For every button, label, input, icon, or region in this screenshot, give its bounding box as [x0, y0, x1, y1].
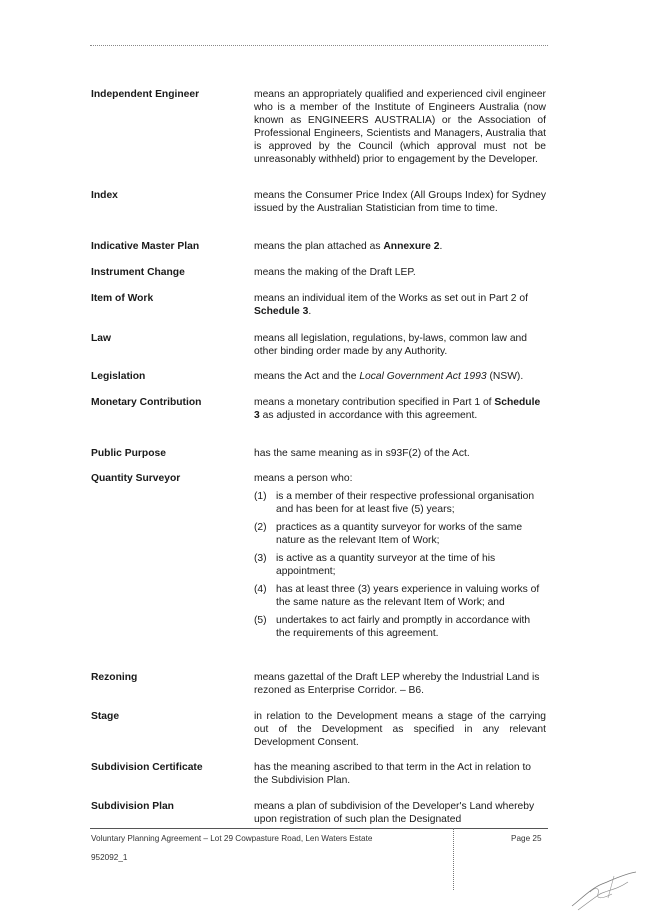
document-reference: 952092_1 — [91, 853, 128, 862]
defined-term: Quantity Surveyor — [91, 473, 181, 484]
sub-item — [254, 490, 546, 516]
text-segment: means the Consumer Price Index (All Groups Index) for Sydney issued by the Australian Statistician from time to time. — [254, 190, 546, 214]
text-segment: as adjusted in accordance with this agreement. — [259, 410, 478, 421]
definition-text — [254, 761, 546, 787]
sub-item-number: (3) — [254, 553, 267, 564]
text-segment: means an appropriately qualified and experienced civil engineer who is a member of the Institute of Engineers Australia (now known as ENGINEERS AUSTRALIA) or the Association of Professional Engineers, Scientists and Managers, Australia that is approved by the Council (which approval must not be unreasonably withheld) prior to engagement by the Developer. — [254, 89, 546, 165]
sub-item — [254, 614, 546, 640]
defined-term: Indicative Master Plan — [91, 241, 200, 252]
bold-reference: Schedule 3 — [254, 397, 541, 421]
definition-text — [254, 292, 546, 318]
sub-item-number: (2) — [254, 522, 267, 533]
defined-term: Index — [91, 190, 118, 201]
text-segment: means all legislation, regulations, by-laws, common law and other binding order made by any Authority. — [254, 333, 527, 357]
defined-term: Rezoning — [91, 672, 138, 683]
definition-text — [254, 800, 546, 826]
defined-term: Instrument Change — [91, 267, 185, 278]
text-segment: means the making of the Draft LEP. — [254, 267, 416, 278]
defined-term: Legislation — [91, 371, 146, 382]
defined-term: Law — [91, 333, 112, 344]
defined-term: Independent Engineer — [91, 89, 200, 100]
definition-text — [254, 710, 546, 749]
sub-item-number: (4) — [254, 584, 267, 595]
definition-text — [254, 266, 546, 279]
text-segment: has the meaning ascribed to that term in the Act in relation to the Subdivision Plan. — [254, 762, 532, 786]
signature-mark — [568, 868, 640, 914]
text-segment: means the Act and the — [254, 371, 360, 382]
text-segment: means a person who: — [254, 473, 353, 484]
sub-item — [254, 552, 546, 578]
text-segment: (NSW). — [486, 371, 524, 382]
sub-item-number: (1) — [254, 491, 267, 502]
definition-text — [254, 240, 546, 253]
sub-item-text: is active as a quantity surveyor at the time of his appointment; — [276, 553, 496, 577]
text-segment: means the plan attached as — [254, 241, 384, 252]
sub-item-text: undertakes to act fairly and promptly in accordance with the requirements of this agreement. — [276, 615, 531, 639]
defined-term: Subdivision Certificate — [91, 762, 203, 773]
defined-term: Stage — [91, 711, 120, 722]
text-segment: . — [308, 306, 312, 317]
sub-item-text: practices as a quantity surveyor for works of the same nature as the relevant Item of Work; — [276, 522, 523, 546]
defined-term: Item of Work — [91, 293, 154, 304]
header-rule — [90, 45, 548, 46]
footer-divider — [453, 828, 454, 890]
defined-term: Monetary Contribution — [91, 397, 202, 408]
italic-reference: Local Government Act 1993 — [359, 371, 487, 382]
definition-text — [254, 88, 546, 166]
sub-item-text: has at least three (3) years experience in valuing works of the same nature as the relevant Item of Work; and — [276, 584, 540, 608]
text-segment: means a monetary contribution specified in Part 1 of — [254, 397, 495, 408]
text-segment: in relation to the Development means a stage of the carrying out of the Development as specified in any relevant Development Consent. — [254, 711, 546, 748]
footer-rule — [90, 828, 548, 829]
definition-text — [254, 447, 546, 460]
sub-item — [254, 583, 546, 609]
definition-text — [254, 189, 546, 215]
sub-item — [254, 521, 546, 547]
bold-reference: Annexure 2 — [383, 241, 440, 252]
sub-item-number: (5) — [254, 615, 267, 626]
text-segment: means a plan of subdivision of the Developer's Land whereby upon registration of such plan the Designated — [254, 801, 535, 825]
definition-text — [254, 370, 546, 383]
definition-text — [254, 472, 546, 640]
footer-title: Voluntary Planning Agreement – Lot 29 Cowpasture Road, Len Waters Estate — [91, 834, 373, 843]
defined-term: Subdivision Plan — [91, 801, 174, 812]
definition-text — [254, 671, 546, 697]
definition-text — [254, 332, 546, 358]
text-segment: means an individual item of the Works as set out in Part 2 of — [254, 293, 528, 304]
text-segment: means gazettal of the Draft LEP whereby the Industrial Land is rezoned as Enterprise Corridor. – B6. — [254, 672, 540, 696]
text-segment: has the same meaning as in s93F(2) of the Act. — [254, 448, 470, 459]
sub-item-text: is a member of their respective professional organisation and has been for at least five (5) years; — [276, 491, 535, 515]
bold-reference: Schedule 3 — [254, 306, 309, 317]
defined-term: Public Purpose — [91, 448, 166, 459]
page-number: Page 25 — [511, 834, 542, 843]
definition-text — [254, 396, 546, 422]
text-segment: . — [439, 241, 443, 252]
